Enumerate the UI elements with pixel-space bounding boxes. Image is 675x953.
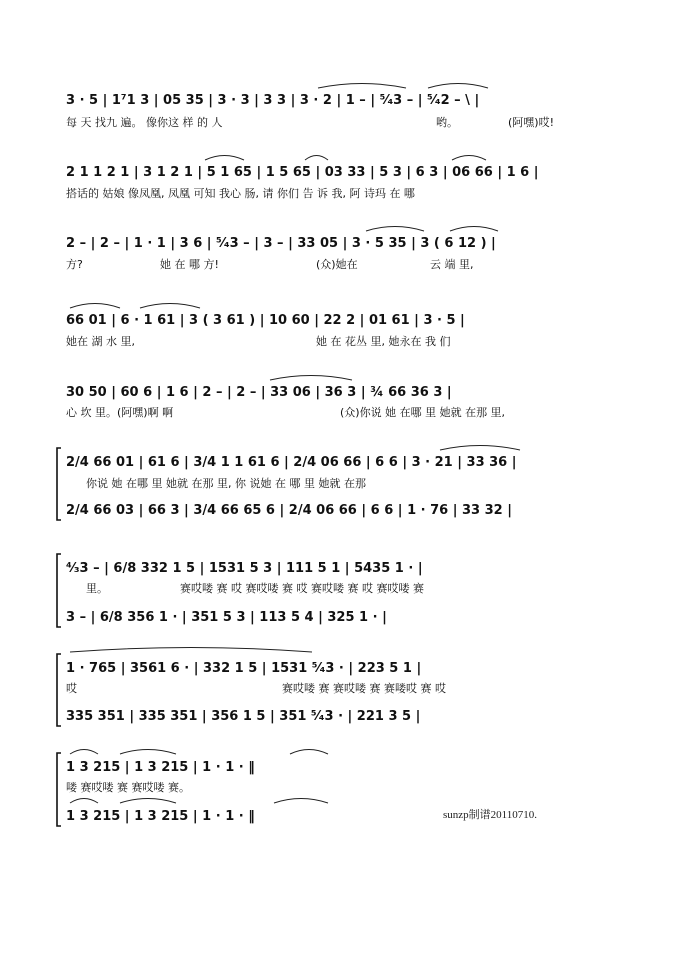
system-bracket bbox=[57, 448, 61, 520]
slur-mark bbox=[274, 799, 328, 804]
score-row-lyrics: 她 在 花丛 里, 她永在 我 们 bbox=[316, 335, 451, 348]
score-row-lyrics: 她在 湖 水 里, bbox=[66, 335, 135, 348]
score-row-lyrics: 每 天 找九 遍。 像你这 样 的 人 bbox=[66, 116, 223, 129]
slur-mark bbox=[70, 648, 312, 653]
score-upper-voice: 2/4 66 01 | 61 6 | 3/4 1 1 61 6 | 2/4 06 66 | 6 6 | 3 · 21 | 33 36 | bbox=[66, 455, 517, 470]
score-row-notes: 30 50 | 60 6 | 1 6 | 2 – | 2 – | 33 06 | 36 3 | ¾ 66 36 3 | bbox=[66, 385, 452, 400]
score-upper-voice: ⁴⁄₃3 – | 6/8 332 1 5 | 1531 5 3 | 111 5 1 | 5435 1 · | bbox=[66, 561, 423, 576]
score-row-lyrics: 里。 bbox=[86, 582, 108, 595]
score-row-lyrics: (众)她在 bbox=[316, 258, 358, 271]
score-row-notes: 3 · 5 | 1⁷1 3 | 05 35 | 3 · 3 | 3 3 | 3 · 2 | 1 – | ⁵⁄₄3 – | ⁵⁄₄2 – \ | bbox=[66, 93, 480, 108]
score-row-lyrics: 云 端 里, bbox=[430, 258, 474, 271]
slur-mark bbox=[120, 799, 176, 804]
slur-mark bbox=[440, 446, 520, 451]
score-row-notes: 66 01 | 6 · 1 61 | 3 ( 3 61 ) | 10 60 | 22 2 | 01 61 | 3 · 5 | bbox=[66, 313, 465, 328]
score-row-lyrics: 喽 赛哎喽 赛 赛哎喽 赛。 bbox=[66, 781, 190, 794]
score-lower-voice: 1 3 215 | 1 3 215 | 1 · 1 · ‖ bbox=[66, 809, 255, 824]
slur-mark bbox=[205, 156, 244, 161]
score-lower-voice: 3 – | 6/8 356 1 · | 351 5 3 | 113 5 4 | 325 1 · | bbox=[66, 610, 387, 625]
score-row-lyrics: 心 坎 里。(阿嘿)啊 啊 bbox=[66, 406, 174, 419]
slur-mark bbox=[120, 750, 176, 755]
score-row-lyrics: 赛哎喽 赛 赛哎喽 赛 赛喽哎 赛 哎 bbox=[282, 682, 446, 695]
score-row-lyrics: 哎 bbox=[66, 682, 77, 695]
slur-mark bbox=[70, 304, 120, 309]
score-lower-voice: 335 351 | 335 351 | 356 1 5 | 351 ⁵⁄₄3 · | 221 3 5 | bbox=[66, 709, 421, 724]
score-row-lyrics: 她 在 哪 方! bbox=[160, 258, 219, 271]
score-lower-voice: 2/4 66 03 | 66 3 | 3/4 66 65 6 | 2/4 06 66 | 6 6 | 1 · 76 | 33 32 | bbox=[66, 503, 512, 518]
score-row-lyrics: 哟。 bbox=[436, 116, 458, 129]
score-row-lyrics: 你说 她 在哪 里 她就 在那 里, 你 说她 在 哪 里 她就 在那 bbox=[86, 477, 366, 490]
slur-mark bbox=[70, 750, 98, 755]
system-bracket bbox=[57, 753, 61, 826]
slur-mark bbox=[318, 84, 406, 89]
system-bracket bbox=[57, 654, 61, 726]
score-row-lyrics: (众)你说 她 在哪 里 她就 在那 里, bbox=[340, 406, 506, 419]
slur-mark bbox=[428, 84, 488, 89]
slur-mark bbox=[450, 227, 498, 232]
score-row-lyrics: 搭话的 姑娘 像凤凰, 凤凰 可知 我心 肠, 请 你们 告 诉 我, 阿 诗玛 在 哪 bbox=[66, 187, 415, 200]
score-row-lyrics: 赛哎喽 赛 哎 赛哎喽 赛 哎 赛哎喽 赛 哎 赛哎喽 赛 bbox=[180, 582, 424, 595]
score-upper-voice: 1 · 765 | 3561 6 · | 332 1 5 | 1531 ⁵⁄₄3 · | 223 5 1 | bbox=[66, 661, 422, 676]
slur-mark bbox=[366, 227, 424, 232]
slur-mark bbox=[305, 156, 328, 161]
slur-mark bbox=[140, 304, 200, 309]
score-row-lyrics: 方? bbox=[66, 258, 83, 271]
score-row-notes: 2 1 1 2 1 | 3 1 2 1 | 5 1 65 | 1 5 65 | 03 33 | 5 3 | 6 3 | 06 66 | 1 6 | bbox=[66, 165, 539, 180]
system-bracket bbox=[57, 554, 61, 627]
slur-mark bbox=[70, 799, 98, 804]
score-upper-voice: 1 3 215 | 1 3 215 | 1 · 1 · ‖ bbox=[66, 760, 255, 775]
slur-mark bbox=[290, 750, 328, 755]
score-credit: sunzp制谱20110710. bbox=[443, 809, 538, 821]
slur-mark bbox=[452, 156, 486, 161]
score-row-lyrics: (阿嘿)哎! bbox=[508, 116, 554, 129]
score-row-notes: 2 – | 2 – | 1 · 1 | 3 6 | ⁵⁄₄3 – | 3 – | 33 05 | 3 · 5 35 | 3 ( 6 12 ) | bbox=[66, 236, 496, 251]
slur-mark bbox=[270, 376, 352, 381]
